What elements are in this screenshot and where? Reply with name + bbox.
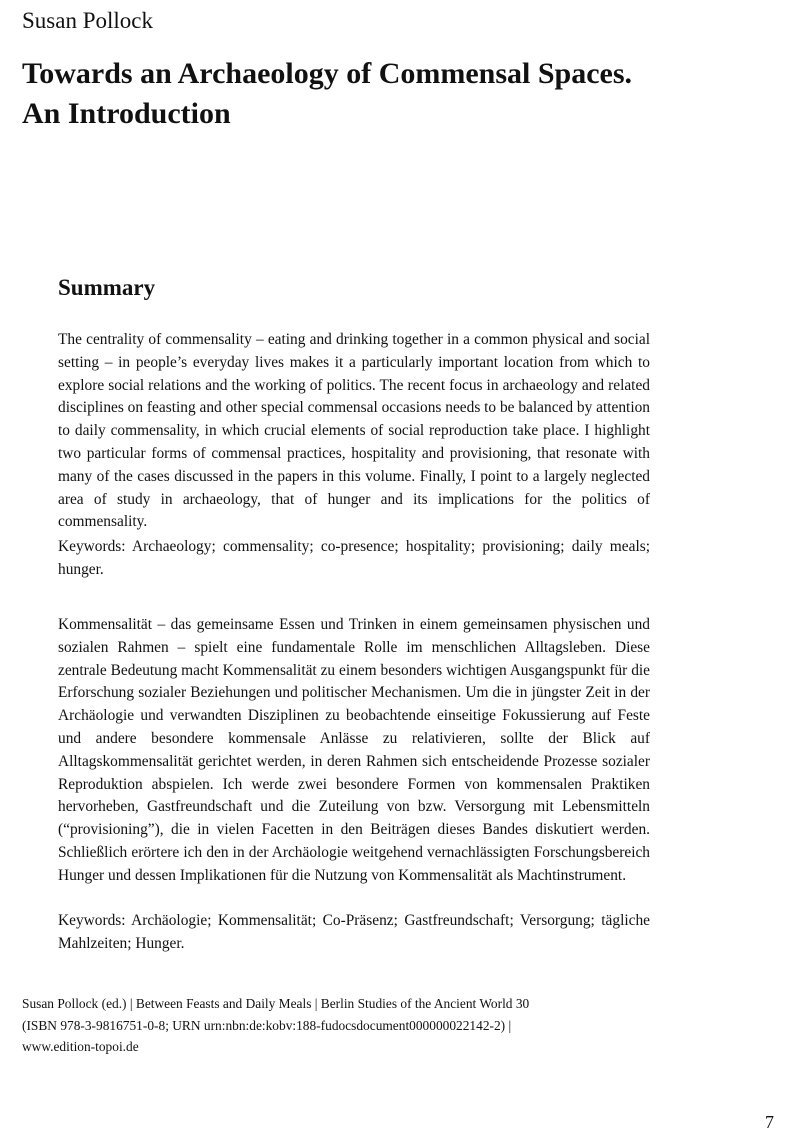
publication-footer	[22, 993, 642, 1058]
article-title	[22, 54, 762, 134]
keywords-english: Keywords: Archaeology; commensality; co-presence; hospitality; provisioning; daily meals; hunger.	[58, 538, 650, 578]
footer-isbn-urn: (ISBN 978-3-9816751-0-8; URN urn:nbn:de:kobv:188-fudocsdocument000000022142-2) |	[22, 1017, 512, 1033]
abstract-german: Kommensalität – das gemeinsame Essen und Trinken in einem gemeinsamen physischen und sozialen Rahmen – spielt eine fundamentale Rolle im menschlichen Alltagsleben. Diese zentrale Bedeutung macht Kommensalität zu einem besonders wichtigen Ausgangspunkt für die Erforschung sozialer Beziehungen und politischer Mechanismen. Um die in jüngster Zeit in der Archäologie und verwandten Disziplinen zu beobachtende einseitige Fokussierung auf Feste und andere besondere kommensale Anlässe zu relativieren, sollte der Blick auf Alltagskommensalität gerichtet werden, in deren Rahmen sich entscheidende Prozesse sozialer Reproduktion abspielen. Ich werde zwei besondere Formen von kommensalen Praktiken hervorheben, Gastfreundschaft und die Zuteilung von bzw. Versorgung mit Lebensmitteln (“provisioning”), die in vielen Facetten in den Beiträgen dieses Bandes diskutiert werden. Schließlich erörtere ich den in der Archäologie weitgehend vernachlässigten Forschungsbereich Hunger und dessen Implikationen für die Nutzung von Kommensalität als Machtinstrument.	[58, 616, 650, 884]
page-number: 7	[765, 1112, 774, 1132]
author-name: Susan Pollock	[22, 8, 153, 33]
footer-citation: Susan Pollock (ed.) | Between Feasts and Daily Meals | Berlin Studies of the Ancient World 30	[22, 996, 530, 1011]
abstract-english: The centrality of commensality – eating and drinking together in a common physical and social setting – in people’s everyday lives makes it a particularly important location from which to explore social relations and the working of politics. The recent focus in archaeology and related disciplines on feasting and other special commensal occasions needs to be balanced by attention to daily commensality, in which crucial elements of social reproduction take place. I highlight two particular forms of commensal practices, hospitality and provisioning, that resonate with many of the cases discussed in the papers in this volume. Finally, I point to a largely neglected area of study in archaeology, that of hunger and its implications for the politics of commensality.	[58, 331, 650, 531]
title-line-1: Towards an Archaeology of Commensal Spaces.	[22, 57, 633, 90]
keywords-german: Keywords: Archäologie; Kommensalität; Co-Präsenz; Gastfreundschaft; Versorgung; tägliche Mahlzeiten; Hunger.	[58, 912, 650, 952]
summary-heading: Summary	[58, 275, 156, 300]
title-line-2: An Introduction	[22, 97, 231, 130]
footer-website-link[interactable]: www.edition-topoi.de	[22, 1039, 139, 1054]
